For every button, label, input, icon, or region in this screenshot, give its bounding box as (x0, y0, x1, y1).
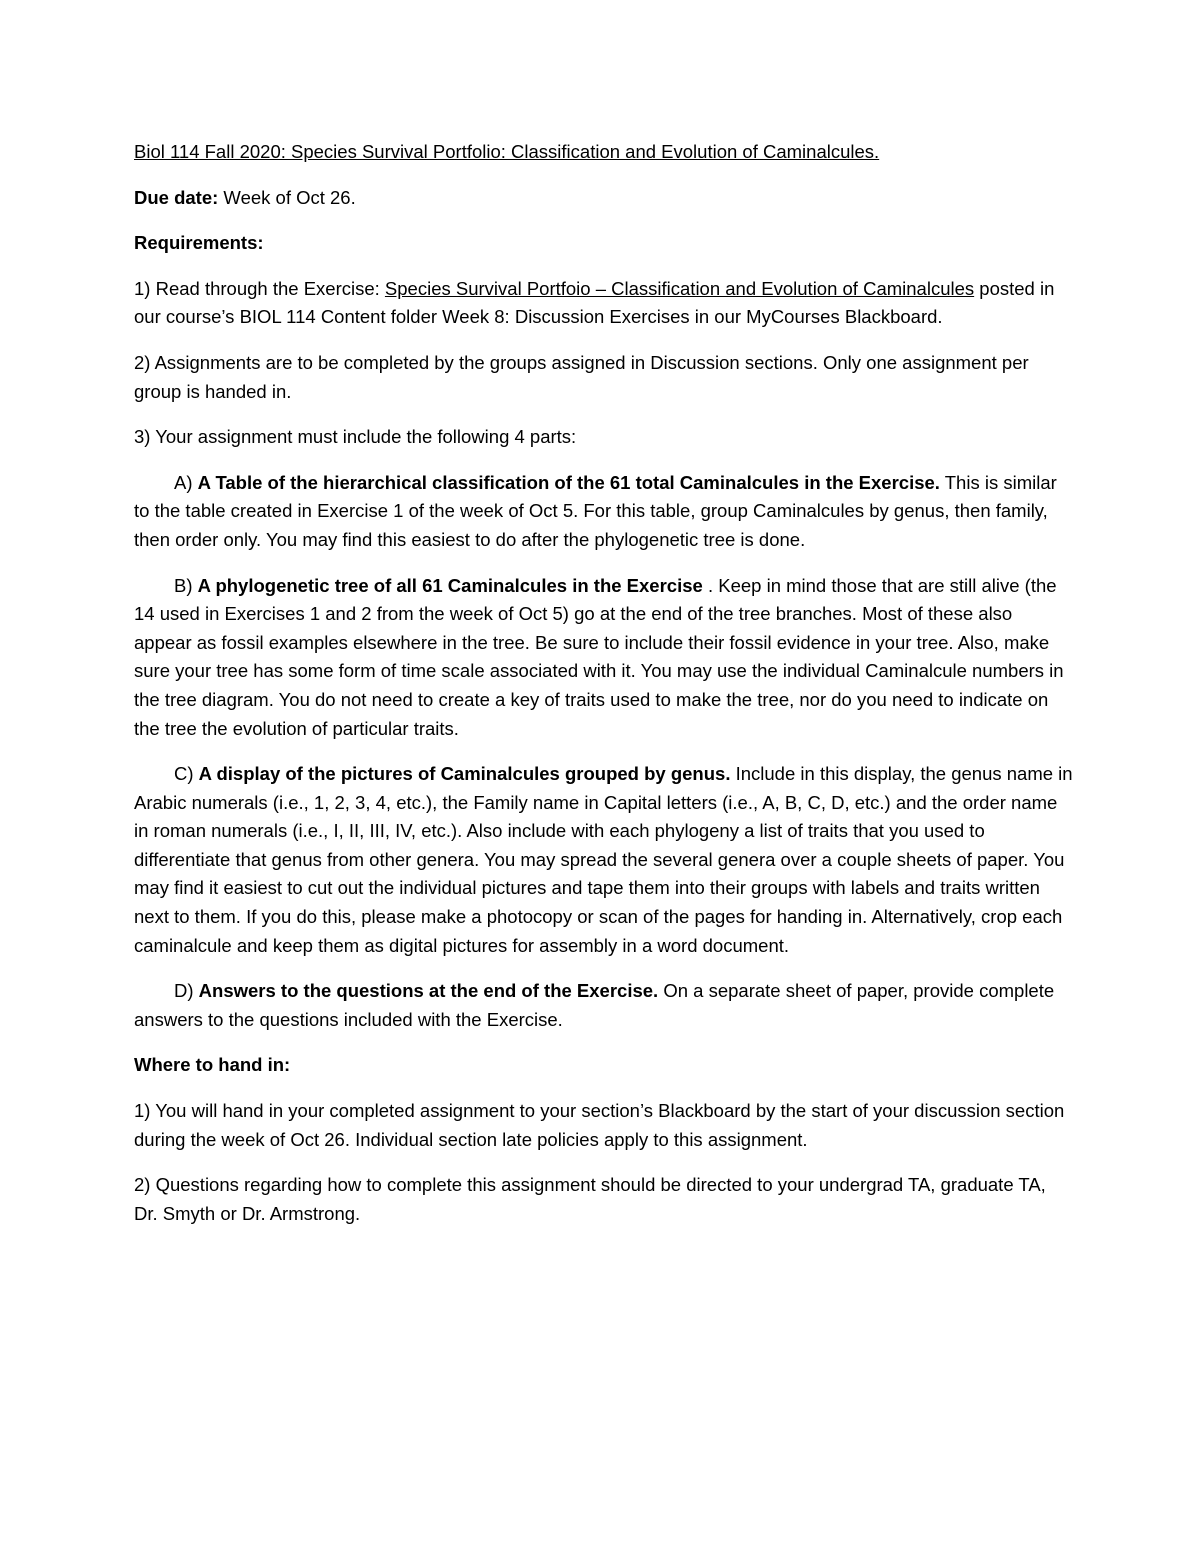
requirement-2: 2) Assignments are to be completed by the groups assigned in Discussion sections. Only one assignment per group is handed in. (134, 351, 1029, 402)
document-title: Biol 114 Fall 2020: Species Survival Portfolio: Classification and Evolution of Caminalcules. (134, 141, 880, 162)
part-c-heading: A display of the pictures of Caminalcules grouped by genus. (198, 763, 731, 785)
part-c (134, 760, 1074, 960)
part-a-label: A) (174, 471, 198, 493)
part-d-label: D) (174, 980, 199, 1002)
where-heading (134, 1051, 1074, 1080)
part-d (134, 977, 1074, 1034)
requirement-3: 3) Your assignment must include the following 4 parts: (134, 426, 577, 448)
part-b-text: . Keep in mind those that are still alive (the 14 used in Exercises 1 and 2 from the week of Oct 5) go at the end of the tree branches. Most of these also appear as fossil examples elsewhere in the tree. Be sure to include their fossil evidence in your tree. Also, make sure your tree has some form of time scale associated with it. You may use the individual Caminalcule numbers in the tree diagram. You do not need to create a key of traits used to make the tree, nor do you need to indicate on the tree the evolution of particular traits. (134, 574, 1064, 739)
requirements-heading-text: Requirements: (134, 232, 264, 254)
exercise-title-underlined: Species Survival Portfoio – Classification and Evolution of Caminalcules (384, 277, 975, 299)
part-a-heading: A Table of the hierarchical classification of the 61 total Caminalcules in the Exercise. (197, 471, 940, 493)
due-date-value: Week of Oct 26. (218, 186, 356, 208)
part-a (134, 469, 1074, 555)
where-heading-text: Where to hand in: (134, 1054, 291, 1076)
requirement-1-suffix: posted in our course’s BIOL 114 Content folder Week 8: Discussion Exercises in our MyCourses Blackboard. (134, 277, 1055, 328)
requirement-1-prefix: 1) Read through the Exercise: (134, 277, 385, 299)
part-c-label: C) (174, 763, 199, 785)
part-c-text: Include in this display, the genus name in Arabic numerals (i.e., 1, 2, 3, 4, etc.), the Family name in Capital letters (i.e., A, B, C, D, etc.) and the order name in roman numerals (i.e., I, II, III, IV, etc.). Also include with each phylogeny a list of traits that you used to differentiate that genus from other genera. You may spread the several genera over a couple sheets of paper. You may find it easiest to cut out the individual pictures and tape them into their groups with labels and traits written next to them. If you do this, please make a photocopy or scan of the pages for handing in. Alternatively, crop each caminalcule and keep them as digital pictures for assembly in a word document. (134, 763, 1073, 956)
document-body (134, 138, 1074, 1228)
due-date-label: Due date: (134, 186, 219, 208)
part-a-text: This is similar to the table created in Exercise 1 of the week of Oct 5. For this table, group Caminalcules by genus, then family, then order only. You may find this easiest to do after the phylogenetic tree is done. (134, 471, 1057, 550)
part-b-heading: A phylogenetic tree of all 61 Caminalcules in the Exercise (197, 574, 703, 596)
part-b-label: B) (174, 574, 198, 596)
due-date-line (134, 184, 1074, 213)
requirements-heading (134, 229, 1074, 258)
part-d-heading: Answers to the questions at the end of the Exercise. (198, 980, 659, 1002)
part-d-text: On a separate sheet of paper, provide complete answers to the questions included with the Exercise. (134, 980, 1055, 1030)
requirement-1 (134, 275, 1074, 332)
where-item-1: 1) You will hand in your completed assignment to your section’s Blackboard by the start of your discussion section during the week of Oct 26. Individual section late policies apply to this assignment. (134, 1100, 1065, 1150)
where-item-2: 2) Questions regarding how to complete this assignment should be directed to your undergrad TA, graduate TA, Dr. Smyth or Dr. Armstrong. (134, 1174, 1046, 1224)
part-b (134, 572, 1074, 744)
